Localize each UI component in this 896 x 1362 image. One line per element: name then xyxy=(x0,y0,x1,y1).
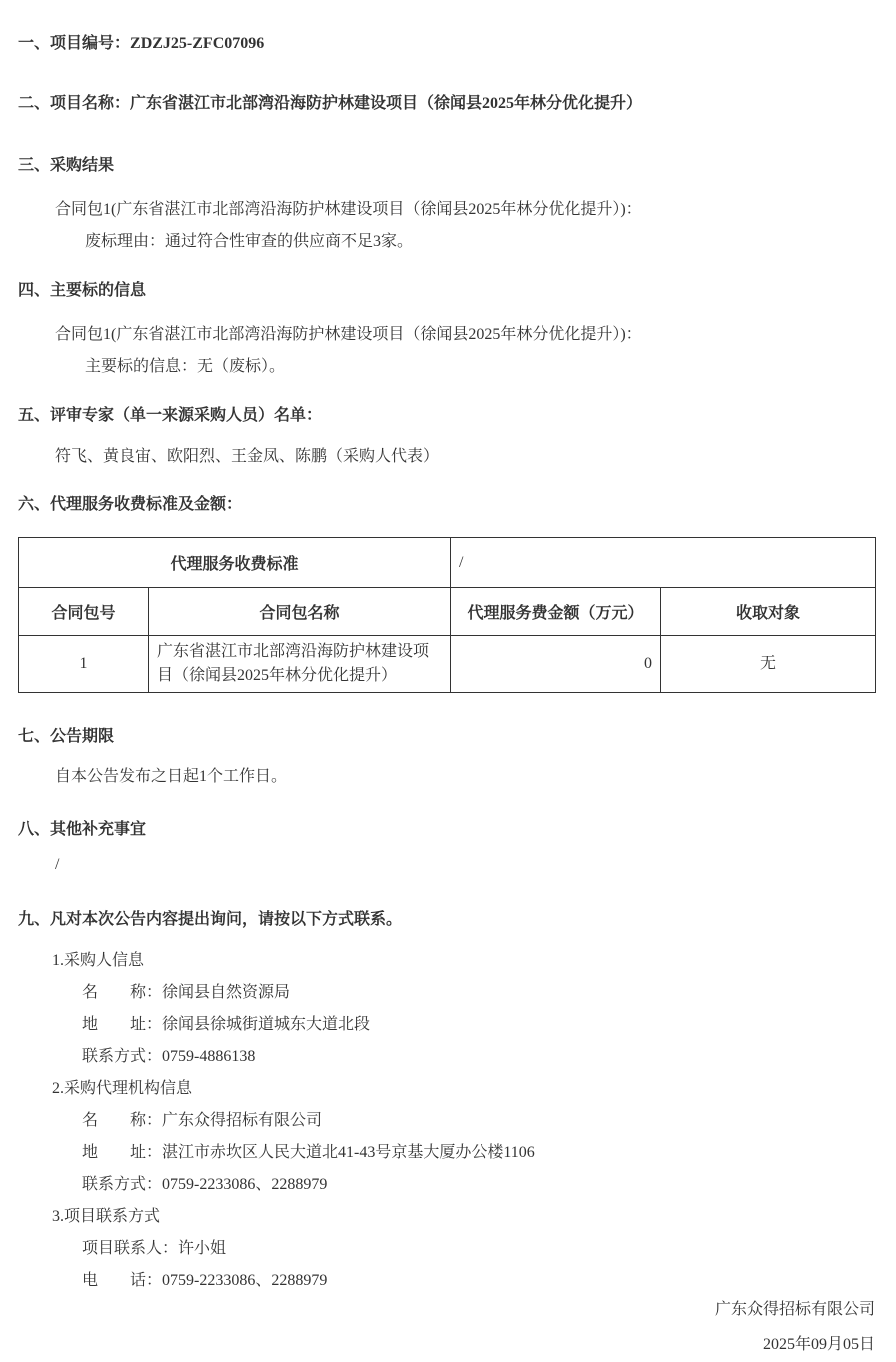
section-heading-main-subject-info: 四、主要标的信息 xyxy=(18,282,147,299)
header-package-no: 合同包号 xyxy=(19,588,149,636)
header-package-name: 合同包名称 xyxy=(149,588,451,636)
project-contact-phone-value: 0759-2233086、2288979 xyxy=(162,1272,328,1289)
purchaser-addr-value: 徐闻县徐城街道城东大道北段 xyxy=(162,1016,371,1033)
purchaser-addr-line xyxy=(18,1014,875,1036)
project-number-label: 一、项目编号： xyxy=(18,35,131,52)
purchaser-contact-label: 联系方式： xyxy=(82,1048,163,1065)
agency-addr-line xyxy=(18,1142,875,1164)
fee-standard-label-cell: 代理服务收费标准 xyxy=(19,538,451,588)
fee-table-header-row xyxy=(19,588,876,636)
agency-addr-value: 湛江市赤坎区人民大道北41-43号京基大厦办公楼1106 xyxy=(162,1144,535,1161)
project-contact-title: 3.项目联系方式 xyxy=(52,1208,161,1225)
header-charge-target: 收取对象 xyxy=(661,588,876,636)
cell-package-name: 广东省湛江市北部湾沿海防护林建设项目（徐闻县2025年林分优化提升） xyxy=(149,636,451,693)
section-heading-expert-list: 五、评审专家（单一来源采购人员）名单： xyxy=(18,407,323,424)
agency-contact-line xyxy=(18,1174,875,1196)
project-contact-phone-label: 电 话： xyxy=(82,1272,163,1289)
section-heading-procurement-result: 三、采购结果 xyxy=(18,157,115,174)
main-subject-package-line: 合同包1(广东省湛江市北部湾沿海防护林建设项目（徐闻县2025年林分优化提升）)： xyxy=(55,326,642,343)
project-contact-person-value: 许小姐 xyxy=(178,1240,227,1257)
cell-fee-amount: 0 xyxy=(451,636,661,693)
footer-date: 2025年09月05日 xyxy=(762,1336,875,1353)
section-heading-contact: 九、凡对本次公告内容提出询问，请按以下方式联系。 xyxy=(18,911,403,928)
cell-charge-target: 无 xyxy=(661,636,876,693)
header-fee-amount: 代理服务费金额（万元） xyxy=(451,588,661,636)
section-heading-other-matters: 八、其他补充事宜 xyxy=(18,821,147,838)
procurement-result-package-line: 合同包1(广东省湛江市北部湾沿海防护林建设项目（徐闻县2025年林分优化提升）)： xyxy=(55,201,642,218)
section-project-number xyxy=(18,33,875,55)
agency-addr-label: 地 址： xyxy=(82,1144,163,1161)
main-subject-info-line: 主要标的信息：无（废标）。 xyxy=(85,358,286,375)
fee-standard-value-cell: / xyxy=(451,538,876,588)
agency-info-title: 2.采购代理机构信息 xyxy=(52,1080,193,1097)
project-contact-phone-line xyxy=(18,1270,875,1292)
agency-name-label: 名 称： xyxy=(82,1112,163,1129)
footer-company: 广东众得招标有限公司 xyxy=(714,1301,875,1318)
section-heading-agency-fee: 六、代理服务收费标准及金额： xyxy=(18,496,243,513)
project-contact-person-label: 项目联系人： xyxy=(82,1240,179,1257)
fee-table-data-row xyxy=(19,636,876,693)
expert-list: 符飞、黄良宙、欧阳烈、王金凤、陈鹏（采购人代表） xyxy=(55,448,440,465)
cell-package-no: 1 xyxy=(19,636,149,693)
procurement-result-reason-line: 废标理由：通过符合性审查的供应商不足3家。 xyxy=(85,233,414,250)
project-name-label: 二、项目名称： xyxy=(18,95,131,112)
agency-contact-label: 联系方式： xyxy=(82,1176,163,1193)
agency-name-line xyxy=(18,1110,875,1132)
project-number-value: ZDZJ25-ZFC07096 xyxy=(130,35,265,52)
fee-standard-row xyxy=(19,538,876,588)
project-name-value: 广东省湛江市北部湾沿海防护林建设项目（徐闻县2025年林分优化提升） xyxy=(130,95,643,112)
purchaser-contact-value: 0759-4886138 xyxy=(162,1048,256,1065)
purchaser-addr-label: 地 址： xyxy=(82,1016,163,1033)
purchaser-name-label: 名 称： xyxy=(82,984,163,1001)
section-heading-announcement-period: 七、公告期限 xyxy=(18,728,115,745)
section-project-name xyxy=(18,93,875,115)
purchaser-info-title: 1.采购人信息 xyxy=(52,952,145,969)
purchaser-name-line xyxy=(18,982,875,1004)
project-contact-person-line xyxy=(18,1238,875,1260)
purchaser-name-value: 徐闻县自然资源局 xyxy=(162,984,291,1001)
agency-name-value: 广东众得招标有限公司 xyxy=(162,1112,323,1129)
other-matters-content: / xyxy=(55,856,60,873)
agency-fee-table xyxy=(18,537,876,693)
agency-contact-value: 0759-2233086、2288979 xyxy=(162,1176,328,1193)
purchaser-contact-line xyxy=(18,1046,875,1068)
announcement-period-content: 自本公告发布之日起1个工作日。 xyxy=(55,768,288,785)
